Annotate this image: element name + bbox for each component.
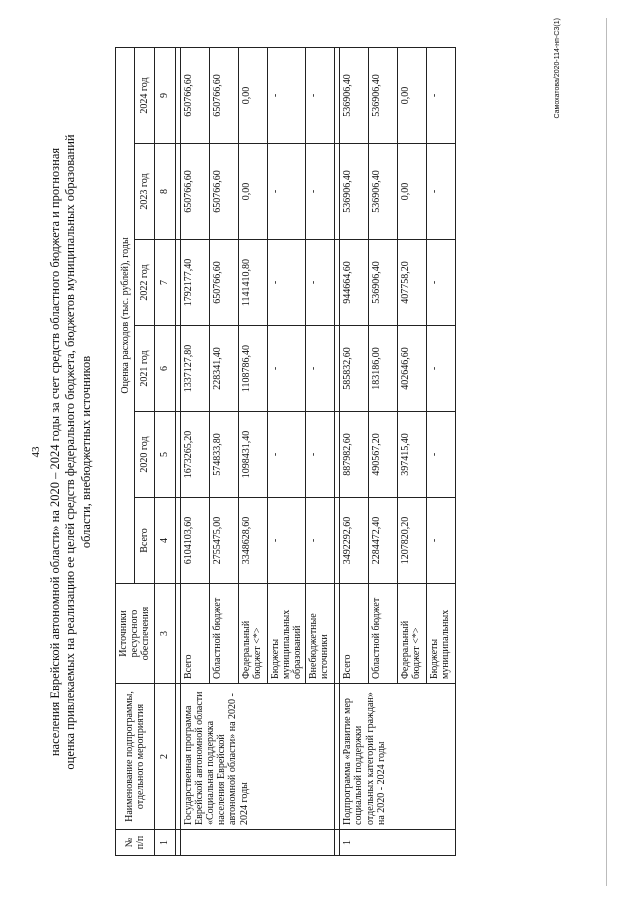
value-cell: 536906,40 <box>340 47 369 143</box>
column-number: 9 <box>154 47 175 143</box>
value-cell: 1673265,20 <box>180 412 209 498</box>
source-cell: Бюджеты муниципальных <box>427 584 456 684</box>
value-cell: - <box>427 326 456 412</box>
value-cell: 228341,40 <box>209 326 238 412</box>
value-cell: 0,00 <box>398 144 427 240</box>
value-cell: 585832,60 <box>340 326 369 412</box>
column-number: 7 <box>154 240 175 326</box>
header-name: Наименование подпрограммы, отдельного мероприятия <box>116 684 155 830</box>
value-cell: 650766,60 <box>209 47 238 143</box>
value-cell: - <box>267 240 306 326</box>
source-cell: Всего <box>340 584 369 684</box>
page-edge-line <box>606 18 607 886</box>
column-number: 1 <box>154 830 175 856</box>
column-number: 6 <box>154 326 175 412</box>
value-cell: - <box>306 498 335 584</box>
document-reference-code: Самохатова/2020-114-нп-СЗ(1) <box>554 18 561 119</box>
value-cell: 1792177,40 <box>180 240 209 326</box>
value-cell: 650766,60 <box>180 47 209 143</box>
value-cell: - <box>306 326 335 412</box>
value-cell: 1141410,80 <box>238 240 267 326</box>
value-cell: 1098431,40 <box>238 412 267 498</box>
value-cell: 0,00 <box>238 47 267 143</box>
column-number: 3 <box>154 584 175 684</box>
value-cell: 536906,40 <box>369 144 398 240</box>
value-cell: 1207820,20 <box>398 498 427 584</box>
column-number: 8 <box>154 144 175 240</box>
column-number-row <box>154 47 175 855</box>
value-cell: 887982,60 <box>340 412 369 498</box>
value-cell: - <box>267 498 306 584</box>
value-cell: - <box>427 412 456 498</box>
table-row <box>340 47 369 855</box>
value-cell: 536906,40 <box>340 144 369 240</box>
value-cell: 650766,60 <box>209 240 238 326</box>
value-cell: - <box>267 144 306 240</box>
source-cell: Областной бюджет <box>209 584 238 684</box>
value-cell: 0,00 <box>238 144 267 240</box>
source-cell: Всего <box>180 584 209 684</box>
value-cell: - <box>306 47 335 143</box>
value-cell: 407758,20 <box>398 240 427 326</box>
value-cell: 397415,40 <box>398 412 427 498</box>
program-number <box>180 830 335 856</box>
value-cell: 944664,60 <box>340 240 369 326</box>
document-heading <box>48 67 94 837</box>
value-cell: 0,00 <box>398 47 427 143</box>
value-cell: 1108786,40 <box>238 326 267 412</box>
value-cell: - <box>306 412 335 498</box>
budget-table <box>115 47 456 856</box>
source-cell: Федеральный бюджет <*> <box>238 584 267 684</box>
source-cell: Бюджеты муниципальных образований <box>267 584 306 684</box>
subprogram-name: Подпрограмма «Развитие мер социальной поддержки отдельных категорий граждан» на 2020 - 2024 годы <box>340 684 456 830</box>
rotated-page <box>20 12 620 892</box>
value-cell: - <box>427 47 456 143</box>
value-cell: 574833,80 <box>209 412 238 498</box>
page-number: 43 <box>30 446 42 458</box>
value-cell: - <box>427 144 456 240</box>
value-cell: - <box>306 240 335 326</box>
value-cell: - <box>267 47 306 143</box>
header-2023: 2023 год <box>135 144 154 240</box>
source-cell: Областной бюджет <box>369 584 398 684</box>
value-cell: - <box>306 144 335 240</box>
header-no: № п/п <box>116 830 155 856</box>
header-source: Источники ресурсного обеспечения <box>116 584 155 684</box>
column-number: 4 <box>154 498 175 584</box>
value-cell: 536906,40 <box>369 47 398 143</box>
value-cell: - <box>427 240 456 326</box>
program-name: Государственная программа Еврейской автономной области «Социальная поддержка населения Еврейской автономной области» на 2020 - 2024 годы <box>180 684 335 830</box>
heading-line-1: населения Еврейской автономной области» на 2020 – 2024 годы за счет средств областного бюджета и прогнозная <box>48 147 62 757</box>
value-cell: - <box>427 498 456 584</box>
value-cell: 1337127,80 <box>180 326 209 412</box>
value-cell: 3348628,60 <box>238 498 267 584</box>
header-2022: 2022 год <box>135 240 154 326</box>
value-cell: 650766,60 <box>209 144 238 240</box>
value-cell: - <box>267 326 306 412</box>
header-2021: 2021 год <box>135 326 154 412</box>
value-cell: 2755475,00 <box>209 498 238 584</box>
value-cell: 402646,60 <box>398 326 427 412</box>
heading-line-3: области, внебюджетных источников <box>78 355 93 549</box>
value-cell: - <box>267 412 306 498</box>
source-cell: Внебюджетные источники <box>306 584 335 684</box>
header-total: Всего <box>135 498 154 584</box>
value-cell: 650766,60 <box>180 144 209 240</box>
value-cell: 6104103,60 <box>180 498 209 584</box>
source-cell: Федеральный бюджет <*> <box>398 584 427 684</box>
table-row <box>180 47 209 855</box>
value-cell: 536906,40 <box>369 240 398 326</box>
value-cell: 3492292,60 <box>340 498 369 584</box>
header-2020: 2020 год <box>135 412 154 498</box>
column-number: 5 <box>154 412 175 498</box>
column-number: 2 <box>154 684 175 830</box>
value-cell: 2284472,40 <box>369 498 398 584</box>
header-2024: 2024 год <box>135 47 154 143</box>
value-cell: 490567,20 <box>369 412 398 498</box>
header-estimate: Оценка расходов (тыс. рублей), годы <box>116 47 135 583</box>
subprogram-number: 1 <box>340 830 456 856</box>
value-cell: 183186,00 <box>369 326 398 412</box>
heading-line-2: оценка привлекаемых на реализацию ее целей средств федерального бюджета, бюджетов муниципальных образований <box>63 134 78 770</box>
